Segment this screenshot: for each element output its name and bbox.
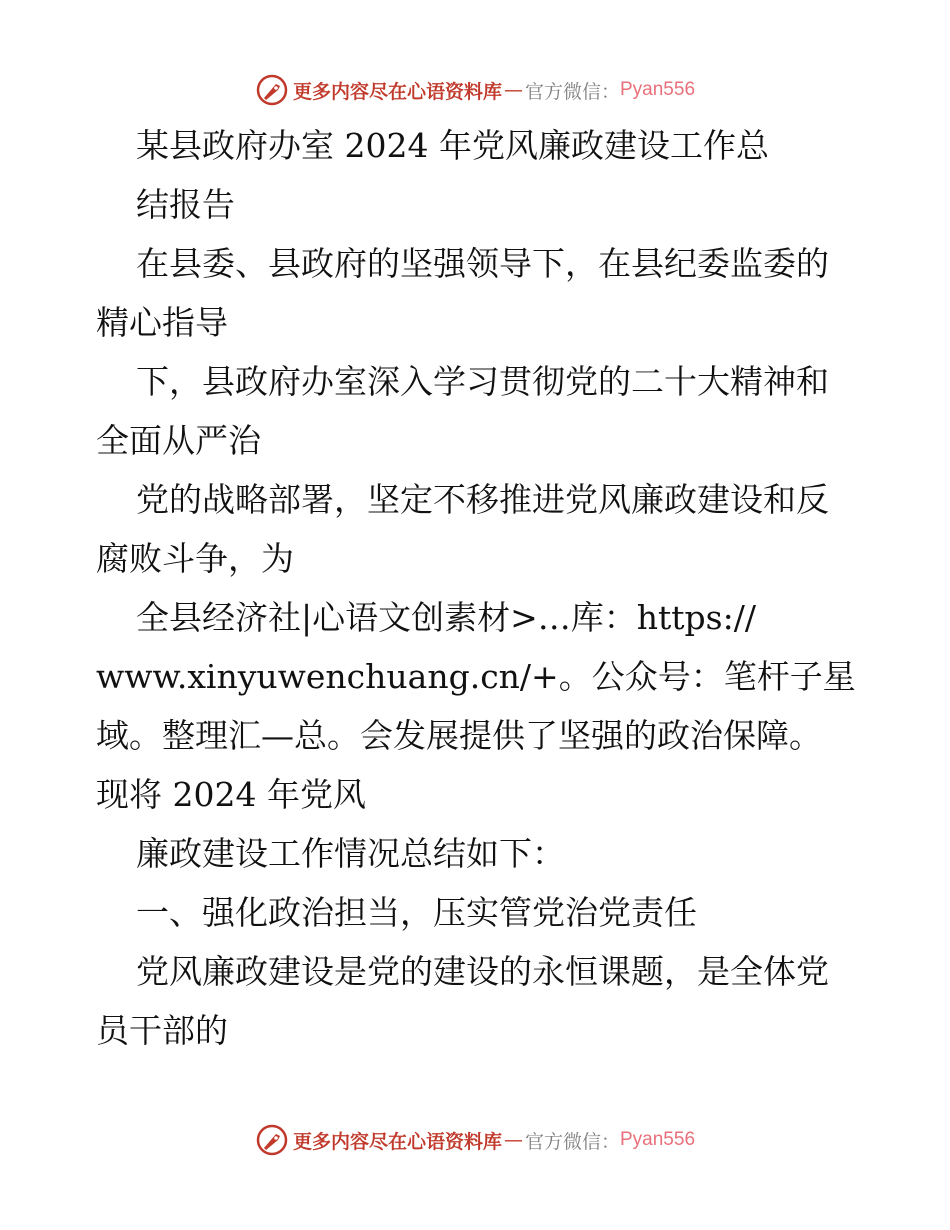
paragraph-line: 在县委、县政府的坚强领导下，在县纪委监委的 [136,244,829,283]
brand-text: 更多内容尽在心语资料库 [292,80,502,103]
paragraph-line: 全县经济社|心语文创素材>…库：https:// [136,598,756,637]
separator: — [503,1129,523,1151]
paragraph-line: 精心指导 [96,303,228,342]
wechat-label: 官方微信： [524,80,620,103]
wechat-id: Pyan556 [620,79,696,100]
paragraph-line: 下，县政府办室深入学习贯彻党的二十大精神和 [136,362,829,401]
document-body [96,116,856,1060]
paragraph-line: 廉政建设工作情况总结如下： [136,834,565,873]
paragraph-line: 域。整理汇—总。会发展提供了坚强的政治保障。 [96,716,822,755]
section-heading: 一、强化政治担当，压实管党治党责任 [136,893,697,932]
paragraph-line: 党的战略部署，坚定不移推进党风廉政建设和反 [136,480,829,519]
title-line: 结报告 [136,185,235,224]
footer-watermark [0,1120,950,1160]
paragraph-line: www.xinyuwenchuang.cn/+。公众号：笔杆子星 [96,657,856,696]
separator: — [503,79,523,101]
pen-nib-logo-icon [255,1123,289,1157]
wechat-label: 官方微信： [524,1130,620,1153]
header-watermark [0,70,950,110]
paragraph-line: 员干部的 [96,1011,228,1050]
paragraph-line: 全面从严治 [96,421,261,460]
pen-nib-logo-icon [255,73,289,107]
brand-text: 更多内容尽在心语资料库 [292,1130,502,1153]
paragraph-line: 现将 2024 年党风 [96,775,366,814]
wechat-id: Pyan556 [620,1129,696,1150]
paragraph-line: 党风廉政建设是党的建设的永恒课题，是全体党 [136,952,829,991]
paragraph-line: 腐败斗争，为 [96,539,294,578]
title-line: 某县政府办室 2024 年党风廉政建设工作总 [136,126,769,165]
